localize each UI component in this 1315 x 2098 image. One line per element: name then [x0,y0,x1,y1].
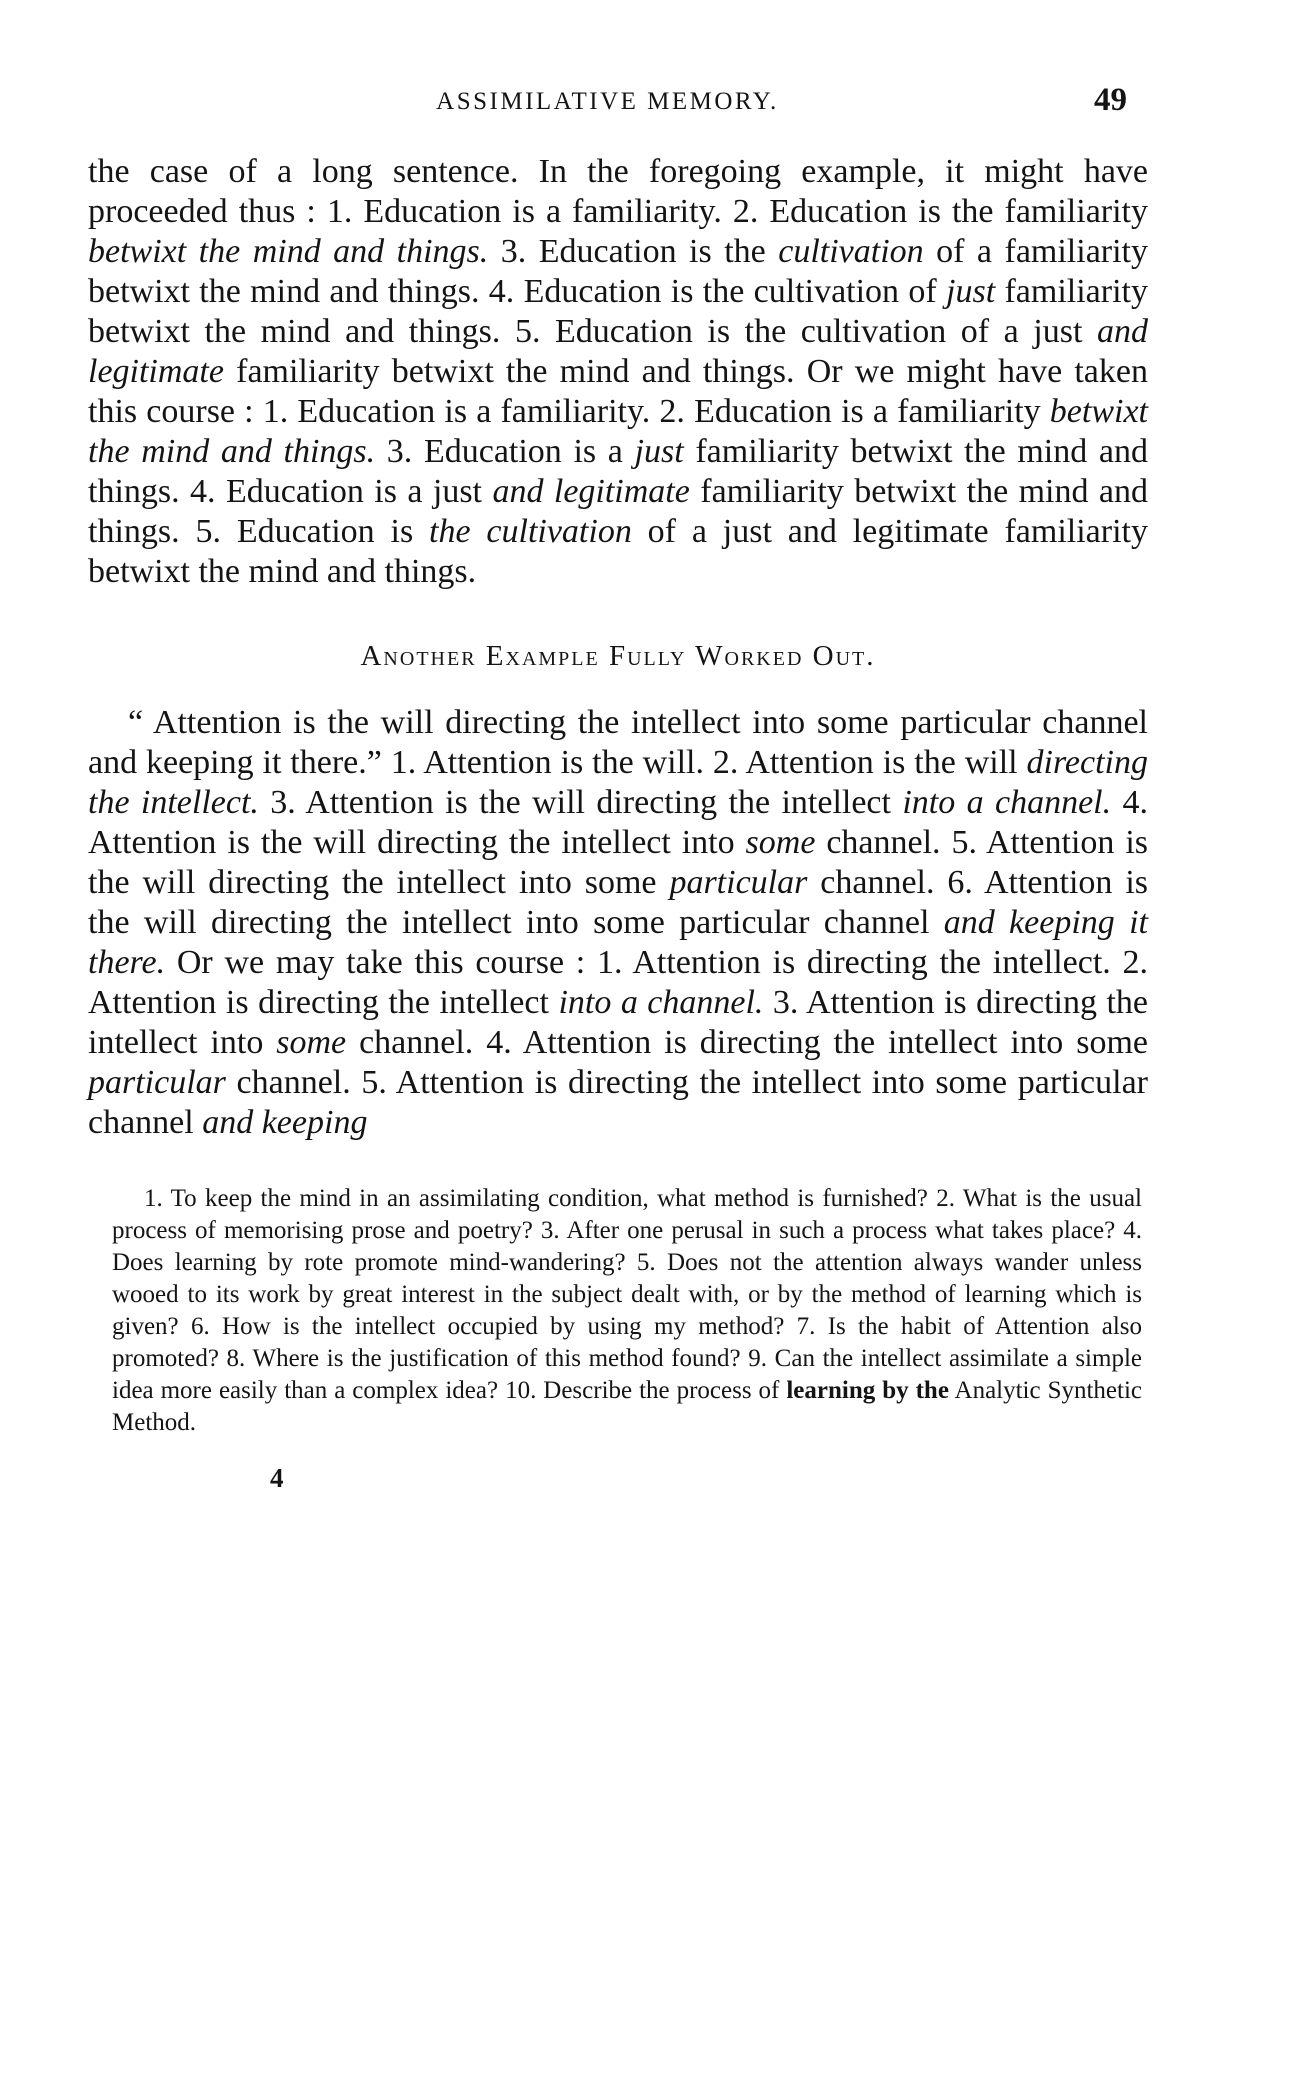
text-run: learning by the [786,1377,949,1404]
text-run: Analytic Synthetic Method. [112,1377,1142,1436]
text-run: of a just and legitimate familiarity betwixt the mind and things. [88,513,1148,590]
text-run: of a familiarity betwixt the mind and things. 4. Education is the cultivation of [88,233,1149,310]
text-run: betwixt the mind and things. [88,233,489,270]
paragraph-education-example [88,152,1148,592]
text-run: just [634,433,684,470]
section-heading: Another Example Fully Worked Out. [360,640,876,672]
text-run: particular [88,1064,226,1101]
text-run: familiarity betwixt the mind and things. 5. Education is the cultivation of a just [88,273,1148,350]
page-number: 49 [1094,82,1127,118]
text-run: “ Attention is the will directing the intellect into some particular channel and keeping it there.” 1. Attention is the will. 2. Attention is the will [88,704,1148,781]
text-run: 1. To keep the mind in an assimilating condition, what method is furnished? 2. What is the usual process of memorising prose and poetry? 3. After one perusal in such a process what takes place? 4. Does learning by rote promote mind-wandering? 5. Does not the attention always wander unless wooed to its work by great interest in the subject dealt with, or by the method of learning which is given? 6. How is the intellect occupied by using my method? 7. Is the habit of Attention also promoted? 8. Where is the justification of this method found? 9. Can the intellect assimilate a simple idea more easily than a complex idea? 10. Describe the process of [112,1185,1142,1404]
review-questions [112,1183,1142,1439]
text-run: familiarity betwixt the mind and things. 5. Education is [88,473,1148,550]
text-run: some [276,1024,347,1061]
text-run: directing the intellect. [88,744,1148,821]
page-header [88,82,1127,132]
text-run: into a channel. [558,984,764,1021]
text-run: into a channel. [902,784,1112,821]
text-run: and legitimate [492,473,690,510]
text-run: 3. Education is a [375,433,635,470]
page-body [88,152,1148,1494]
text-run: familiarity betwixt the mind and things. 4. Education is a just [88,433,1148,510]
text-run: 3. Education is the [488,233,779,270]
running-head: ASSIMILATIVE MEMORY. [436,88,779,115]
text-run: channel. 4. Attention is directing the intellect into some [346,1024,1148,1061]
text-run: and keeping [202,1104,368,1141]
text-run: 3. Attention is directing the intellect into [88,984,1148,1061]
text-run: 3. Attention is the will directing the intellect [258,784,903,821]
text-run: betwixt the mind and things. [88,393,1148,470]
text-run: and legitimate [88,313,1148,390]
text-run: cultivation [778,233,924,270]
text-run: familiarity betwixt the mind and things. Or we might have taken this course : 1. Education is a familiarity. 2. Education is a familiarity [88,353,1148,430]
text-run: and keeping it there. [88,904,1148,981]
text-run: just [946,273,996,310]
paragraph-attention-example [88,703,1148,1143]
text-run: channel. 5. Attention is directing the intellect into some particular channel [88,1064,1148,1141]
text-run: 4. Attention is the will directing the intellect into [88,784,1148,861]
text-run: channel. 5. Attention is the will directing the intellect into some [88,824,1148,901]
signature-mark: 4 [270,1463,284,1493]
text-run: the case of a long sentence. In the foregoing example, it might have proceeded thus : 1. Education is a familiarity. 2. Education is the familiarity [88,153,1148,230]
text-run: particular [669,864,808,901]
text-run: some [745,824,816,861]
text-run: the cultivation [429,513,632,550]
text-run: Or we may take this course : 1. Attention is directing the intellect. 2. Attention is directing the intellect [88,944,1148,1021]
text-run: channel. 6. Attention is the will directing the intellect into some particular channel [88,864,1149,941]
